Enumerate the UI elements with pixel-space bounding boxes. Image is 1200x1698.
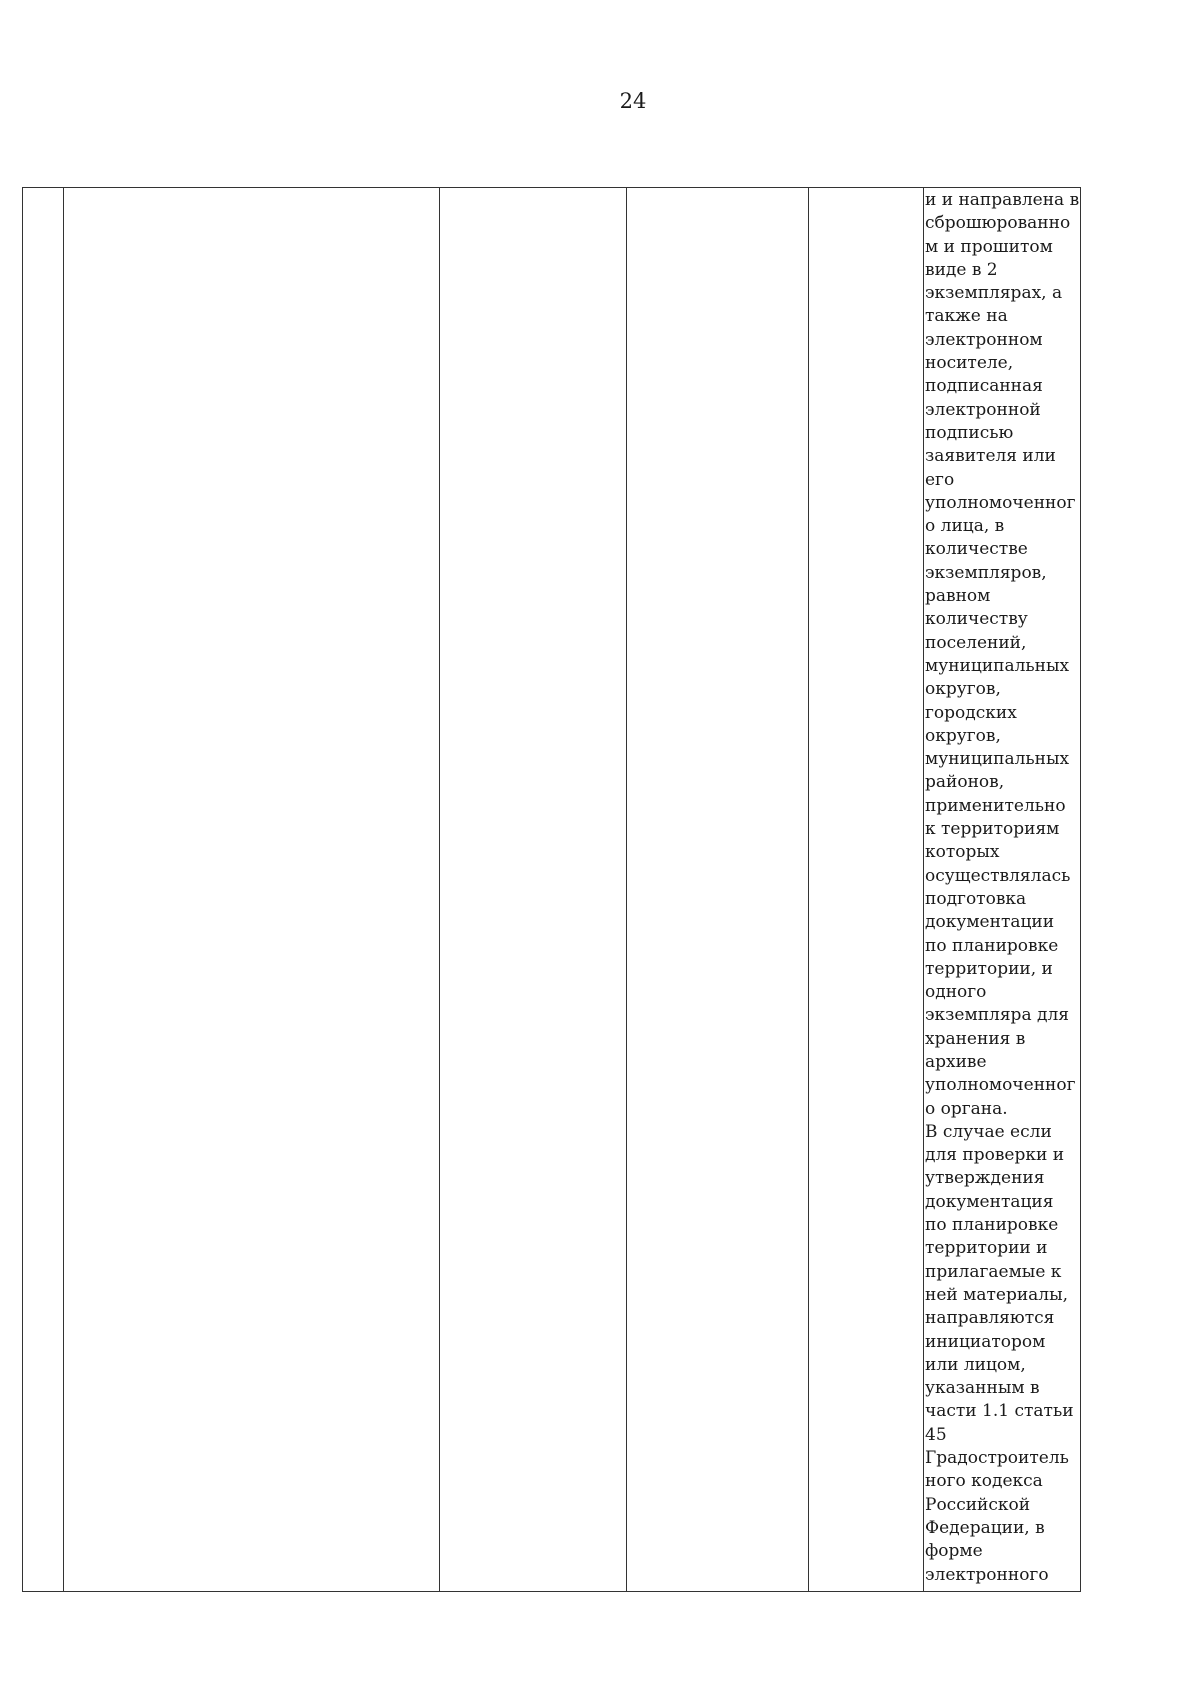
- table-cell-6: [924, 188, 1081, 1592]
- table-cell-3: [440, 188, 627, 1592]
- document-table: [22, 187, 1081, 1592]
- cell-text: и и направлена в сброшюрованно м и прошитом виде в 2 экземплярах, а также на электронном носителе, подписанная электронной подписью заявителя или его уполномоченног о лица, в количестве экземпляров, равном количеству поселений, муниципальных округов, городских округов, муниципальных районов, применительно к территориям которых осуществлялась подготовка документации по планировке территории, и одного экземпляра для хранения в архиве уполномоченног о органа. В случае если для проверки и утверждения документация по планировке территории и прилагаемые к ней материалы, направляются инициатором или лицом, указанным в части 1.1 статьи 45 Градостроитель ного кодекса Российской Федерации, в форме электронного: [925, 190, 1080, 1585]
- page-number: 24: [619, 89, 647, 113]
- table-cell-4: [627, 188, 809, 1592]
- table-row: [23, 188, 1081, 1592]
- table-cell-2: [64, 188, 440, 1592]
- table-cell-5: [809, 188, 924, 1592]
- table-cell-1: [23, 188, 64, 1592]
